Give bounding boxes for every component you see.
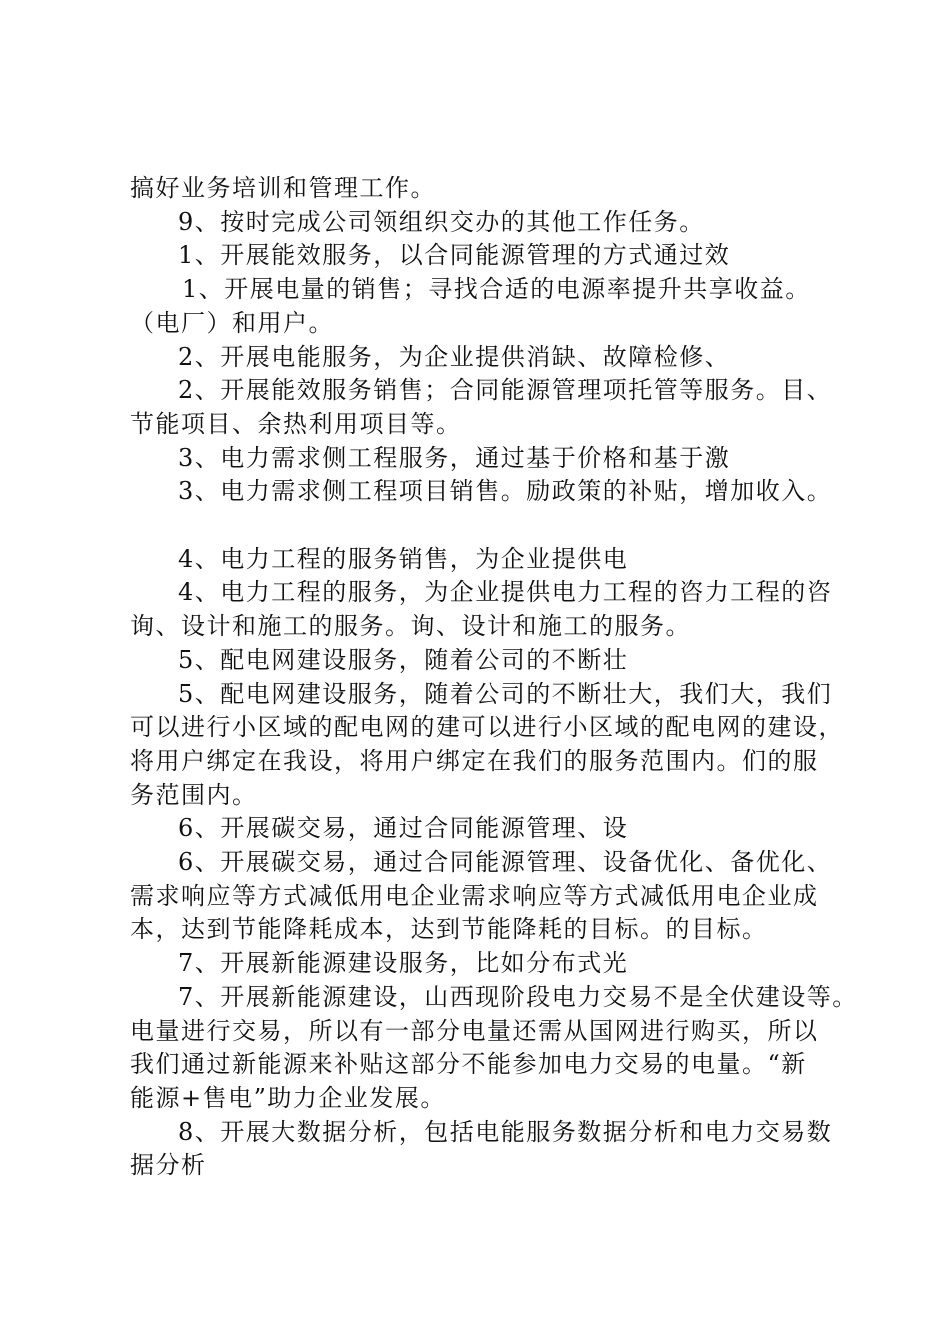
paragraph-line: 6、开展碳交易，通过合同能源管理、设备优化、备优化、 xyxy=(178,848,833,877)
paragraph-line: 4、电力工程的服务销售，为企业提供电 xyxy=(178,544,629,573)
paragraph-line: 1、开展能效服务，以合同能源管理的方式通过效 xyxy=(178,241,731,270)
paragraph-line: 可以进行小区域的配电网的建可以进行小区域的配电网的建设， xyxy=(130,713,844,742)
paragraph-line: 4、电力工程的服务，为企业提供电力工程的咨力工程的咨 xyxy=(178,578,833,607)
paragraph-line: 3、电力需求侧工程服务，通过基于价格和基于激 xyxy=(178,443,731,472)
paragraph-line: 电量进行交易，所以有一部分电量还需从国网进行购买，所以 xyxy=(130,1016,819,1045)
paragraph-line: 能源+售电”助力企业发展。 xyxy=(130,1083,446,1112)
paragraph-line: 6、开展碳交易，通过合同能源管理、设 xyxy=(178,814,629,843)
paragraph-line: 2、开展电能服务，为企业提供消缺、故障检修、 xyxy=(178,342,731,371)
paragraph-line: 3、电力需求侧工程项目销售。励政策的补贴，增加收入。 xyxy=(178,477,833,506)
paragraph-line: 本，达到节能降耗成本，达到节能降耗的目标。的目标。 xyxy=(130,915,768,944)
paragraph-line: 2、开展能效服务销售；合同能源管理项托管等服务。目、 xyxy=(178,376,833,405)
paragraph-line: 5、配电网建设服务，随着公司的不断壮大，我们大，我们 xyxy=(178,679,833,708)
paragraph-line: 节能项目、余热利用项目等。 xyxy=(130,409,462,438)
paragraph-line: 务范围内。 xyxy=(130,780,258,809)
paragraph-line: 8、开展大数据分析，包括电能服务数据分析和电力交易数 xyxy=(178,1117,833,1146)
document-body xyxy=(130,172,858,1183)
paragraph-line: 5、配电网建设服务，随着公司的不断壮 xyxy=(178,645,629,674)
blank-line xyxy=(130,509,840,543)
paragraph-line: 我们通过新能源来补贴这部分不能参加电力交易的电量。“新 xyxy=(130,1050,807,1079)
paragraph-line: 7、开展新能源建设，山西现阶段电力交易不是全伏建设等。 xyxy=(178,982,858,1011)
paragraph-line: 1、开展电量的销售；寻找合适的电源率提升共享收益。 xyxy=(182,275,811,304)
paragraph-line: 需求响应等方式减低用电企业需求响应等方式减低用电企业成 xyxy=(130,881,819,910)
paragraph-line: （电厂）和用户。 xyxy=(130,308,334,337)
paragraph-line: 将用户绑定在我设，将用户绑定在我们的服务范围内。们的服 xyxy=(130,746,819,775)
paragraph-line: 搞好业务培训和管理工作。 xyxy=(130,174,436,202)
paragraph-line: 9、按时完成公司领组织交办的其他工作任务。 xyxy=(178,207,705,236)
paragraph-line: 7、开展新能源建设服务，比如分布式光 xyxy=(178,949,629,978)
paragraph-line: 询、设计和施工的服务。询、设计和施工的服务。 xyxy=(130,612,691,641)
paragraph-line: 据分析 xyxy=(130,1151,207,1180)
